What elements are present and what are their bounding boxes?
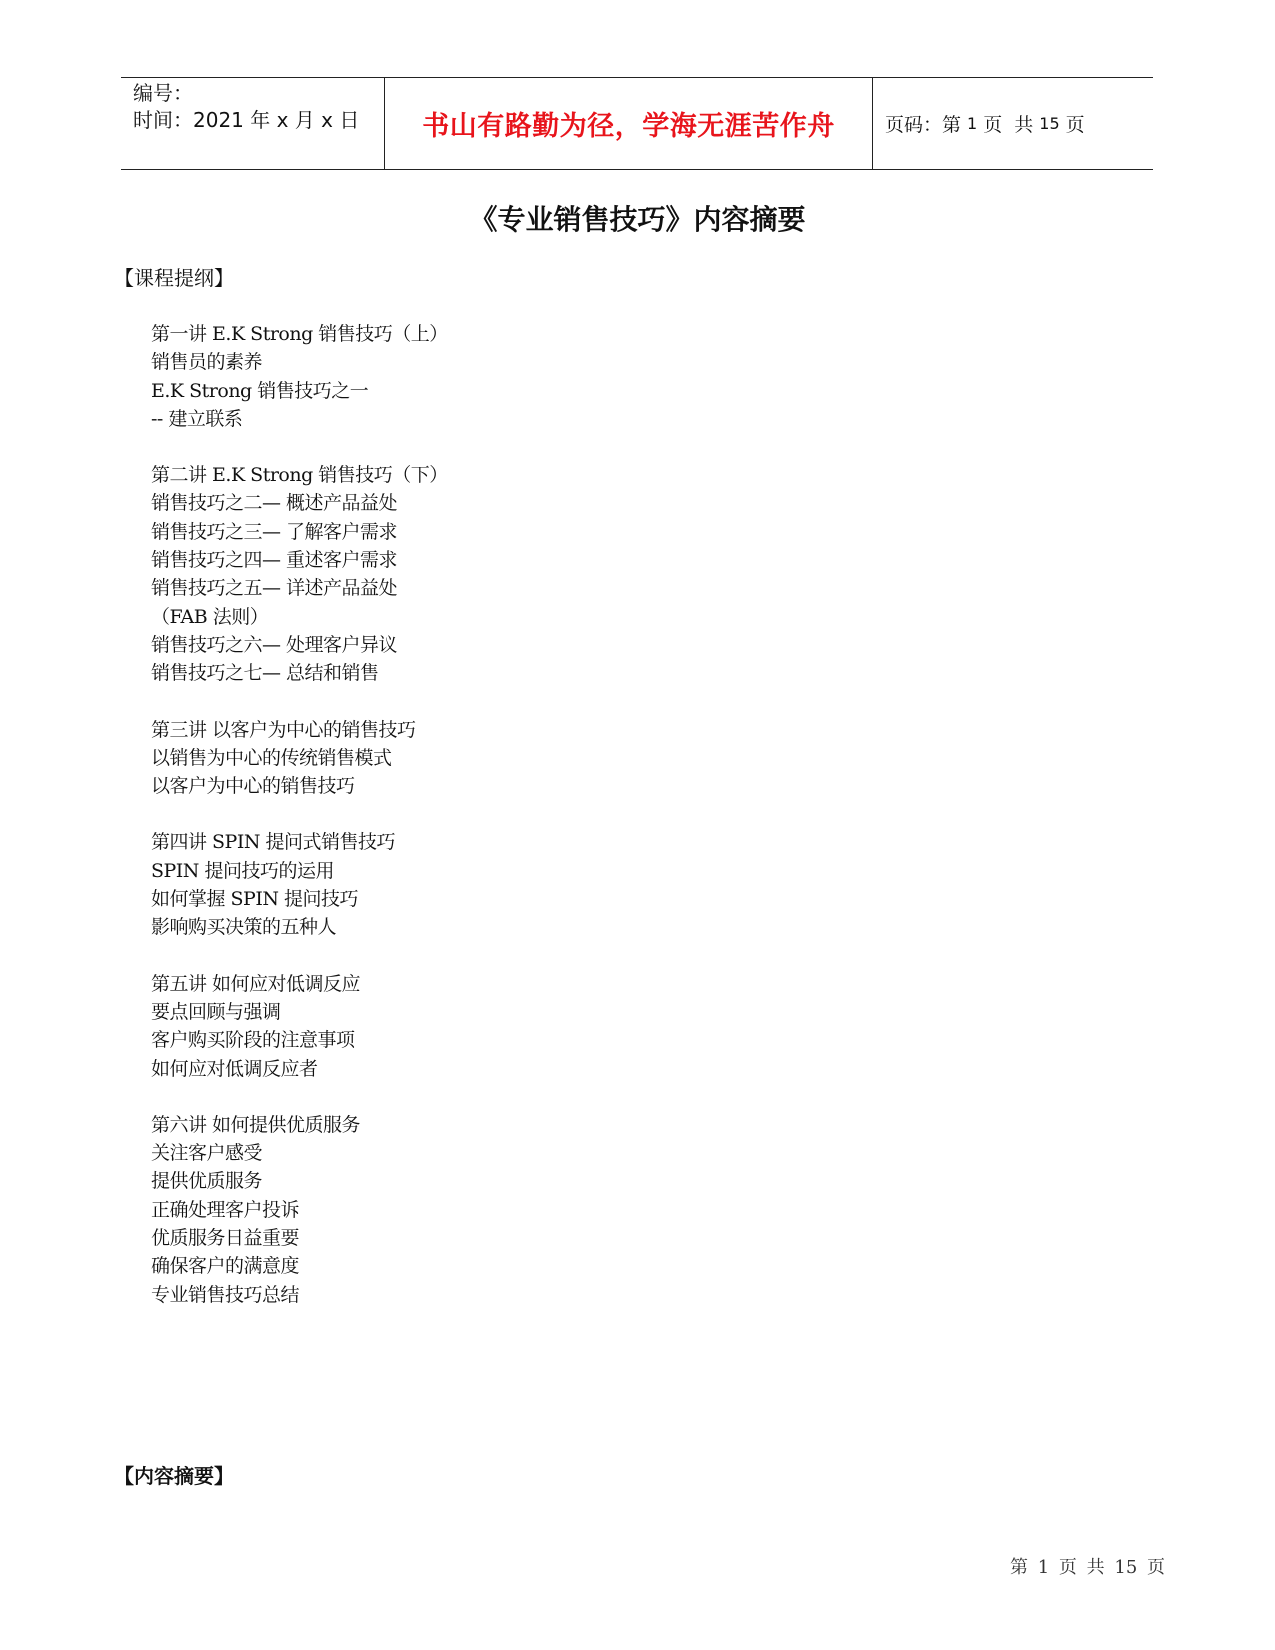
lecture-topic: 正确处理客户投诉 [151,1198,300,1221]
lecture-title: 第六讲 如何提供优质服务 [151,1113,361,1136]
lecture-title: 第五讲 如何应对低调反应 [151,972,361,995]
lecture-topic: 要点回顾与强调 [151,1000,281,1023]
page-suffix: 页 [1065,114,1085,136]
outline-heading: 【课程提纲】 [114,266,234,290]
lecture-topic: 以客户为中心的销售技巧 [151,775,355,798]
outline-lecture-6 [151,1111,448,1309]
lecture-topic: 销售技巧之四— 重述客户需求 [151,549,398,572]
lecture-topic: 影响购买决策的五种人 [151,916,337,939]
header-meta [121,78,385,169]
lecture-topic: 关注客户感受 [151,1142,263,1165]
lecture-topic: 销售技巧之六— 处理客户异议 [151,633,398,656]
lecture-topic: 以销售为中心的传统销售模式 [151,746,392,769]
summary-heading: 【内容摘要】 [114,1464,234,1488]
lecture-topic: 如何应对低调反应者 [151,1057,318,1080]
outline-lecture-3 [151,716,448,801]
lecture-title: 第二讲 E.K Strong 销售技巧（下） [151,464,448,487]
lecture-topic: 专业销售技巧总结 [151,1283,300,1306]
lecture-title: 第一讲 E.K Strong 销售技巧（上） [151,323,448,345]
page-mid: 页 共 [983,114,1034,136]
lecture-topic: 销售员的素养 [151,351,263,374]
outline-lecture-5 [151,970,448,1083]
lecture-topic: SPIN 提问技巧的运用 [151,859,334,882]
lecture-topic: 确保客户的满意度 [151,1255,300,1278]
lecture-topic: 如何掌握 SPIN 提问技巧 [151,888,359,911]
lecture-topic: 销售技巧之二— 概述产品益处 [151,492,398,515]
lecture-topic: （FAB 法则） [151,605,269,628]
header-page-info [873,78,1153,169]
page-current: 1 [967,114,978,133]
lecture-topic: 客户购买阶段的注意事项 [151,1029,355,1052]
lecture-topic: 销售技巧之七— 总结和销售 [151,662,379,685]
lecture-topic: E.K Strong 销售技巧之一 [151,379,369,402]
outline-lecture-1 [151,320,448,433]
lecture-topic: 提供优质服务 [151,1170,263,1193]
outline-lecture-2 [151,461,448,687]
page-header [121,77,1153,170]
page-footer: 第 1 页 共 15 页 [1010,1557,1165,1578]
lecture-title: 第四讲 SPIN 提问式销售技巧 [151,831,396,854]
outline-lecture-4 [151,828,448,941]
document-title: 《专业销售技巧》内容摘要 [469,203,806,236]
lecture-topic: 优质服务日益重要 [151,1227,300,1250]
lecture-topic: -- 建立联系 [151,407,243,430]
lecture-topic: 销售技巧之三— 了解客户需求 [151,520,398,543]
header-motto: 书山有路勤为径，学海无涯苦作舟 [385,78,873,169]
page-prefix: 页码：第 [885,114,962,136]
lecture-topic: 销售技巧之五— 详述产品益处 [151,577,398,600]
lecture-title: 第三讲 以客户为中心的销售技巧 [151,718,416,741]
number-label: 编号： [133,81,193,105]
page-total: 15 [1039,114,1060,133]
course-outline [151,320,448,1337]
time-label: 时间：2021 年 x 月 x 日 [133,108,360,132]
